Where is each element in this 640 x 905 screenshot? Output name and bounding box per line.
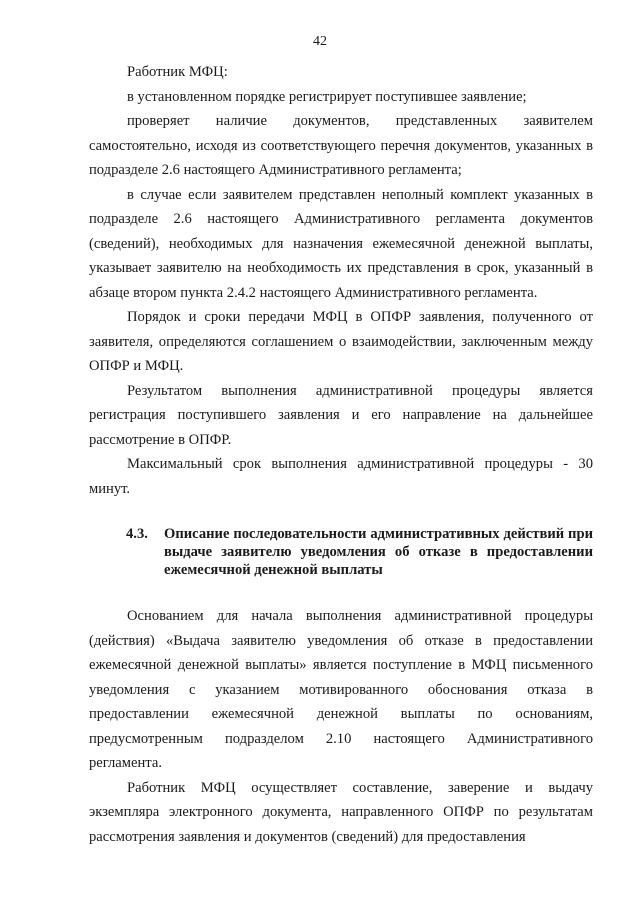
section-heading	[89, 525, 593, 579]
paragraph: в установленном порядке регистрирует поступившее заявление;	[127, 88, 527, 105]
paragraph: в случае если заявителем представлен неполный комплект указанных в подразделе 2.6 настоящего Административного регламента документов (сведений), необходимых для назначения ежемесячной денежной выплаты, указывает заявителю на необходимость их представления в срок, указанный в абзаце втором пункта 2.4.2 настоящего Административного регламента.	[89, 186, 593, 301]
paragraph: Работник МФЦ:	[127, 64, 228, 80]
document-body	[89, 60, 593, 849]
paragraph: проверяет наличие документов, представленных заявителем самостоятельно, исходя из соответствующего перечня документов, указанных в подразделе 2.6 настоящего Административного регламента;	[89, 113, 593, 178]
section-title: Описание последовательности административных действий при выдаче заявителю уведомления об отказе в предоставлении ежемесячной денежной выплаты	[164, 526, 593, 578]
paragraph: Максимальный срок выполнения административной процедуры - 30 минут.	[89, 456, 593, 497]
paragraph: Работник МФЦ осуществляет составление, заверение и выдачу экземпляра электронного документа, направленного ОПФР по результатам рассмотрения заявления и документов (сведений) для предоставления	[89, 779, 593, 845]
section-number: 4.3.	[126, 526, 148, 542]
paragraph: Результатом выполнения административной процедуры является регистрация поступившего заявления и его направление на дальнейшее рассмотрение в ОПФР.	[89, 382, 593, 448]
page-number: 42	[313, 34, 327, 49]
paragraph: Основанием для начала выполнения административной процедуры (действия) «Выдача заявителю уведомления об отказе в предоставлении ежемесячной денежной выплаты» является поступление в МФЦ письменного уведомления с указанием мотивированного обоснования отказа в предоставлении ежемесячной денежной выплаты по основаниям, предусмотренным подразделом 2.10 настоящего Административного регламента.	[89, 608, 593, 771]
paragraph: Порядок и сроки передачи МФЦ в ОПФР заявления, полученного от заявителя, определяются соглашением о взаимодействии, заключенным между ОПФР и МФЦ.	[89, 309, 593, 374]
